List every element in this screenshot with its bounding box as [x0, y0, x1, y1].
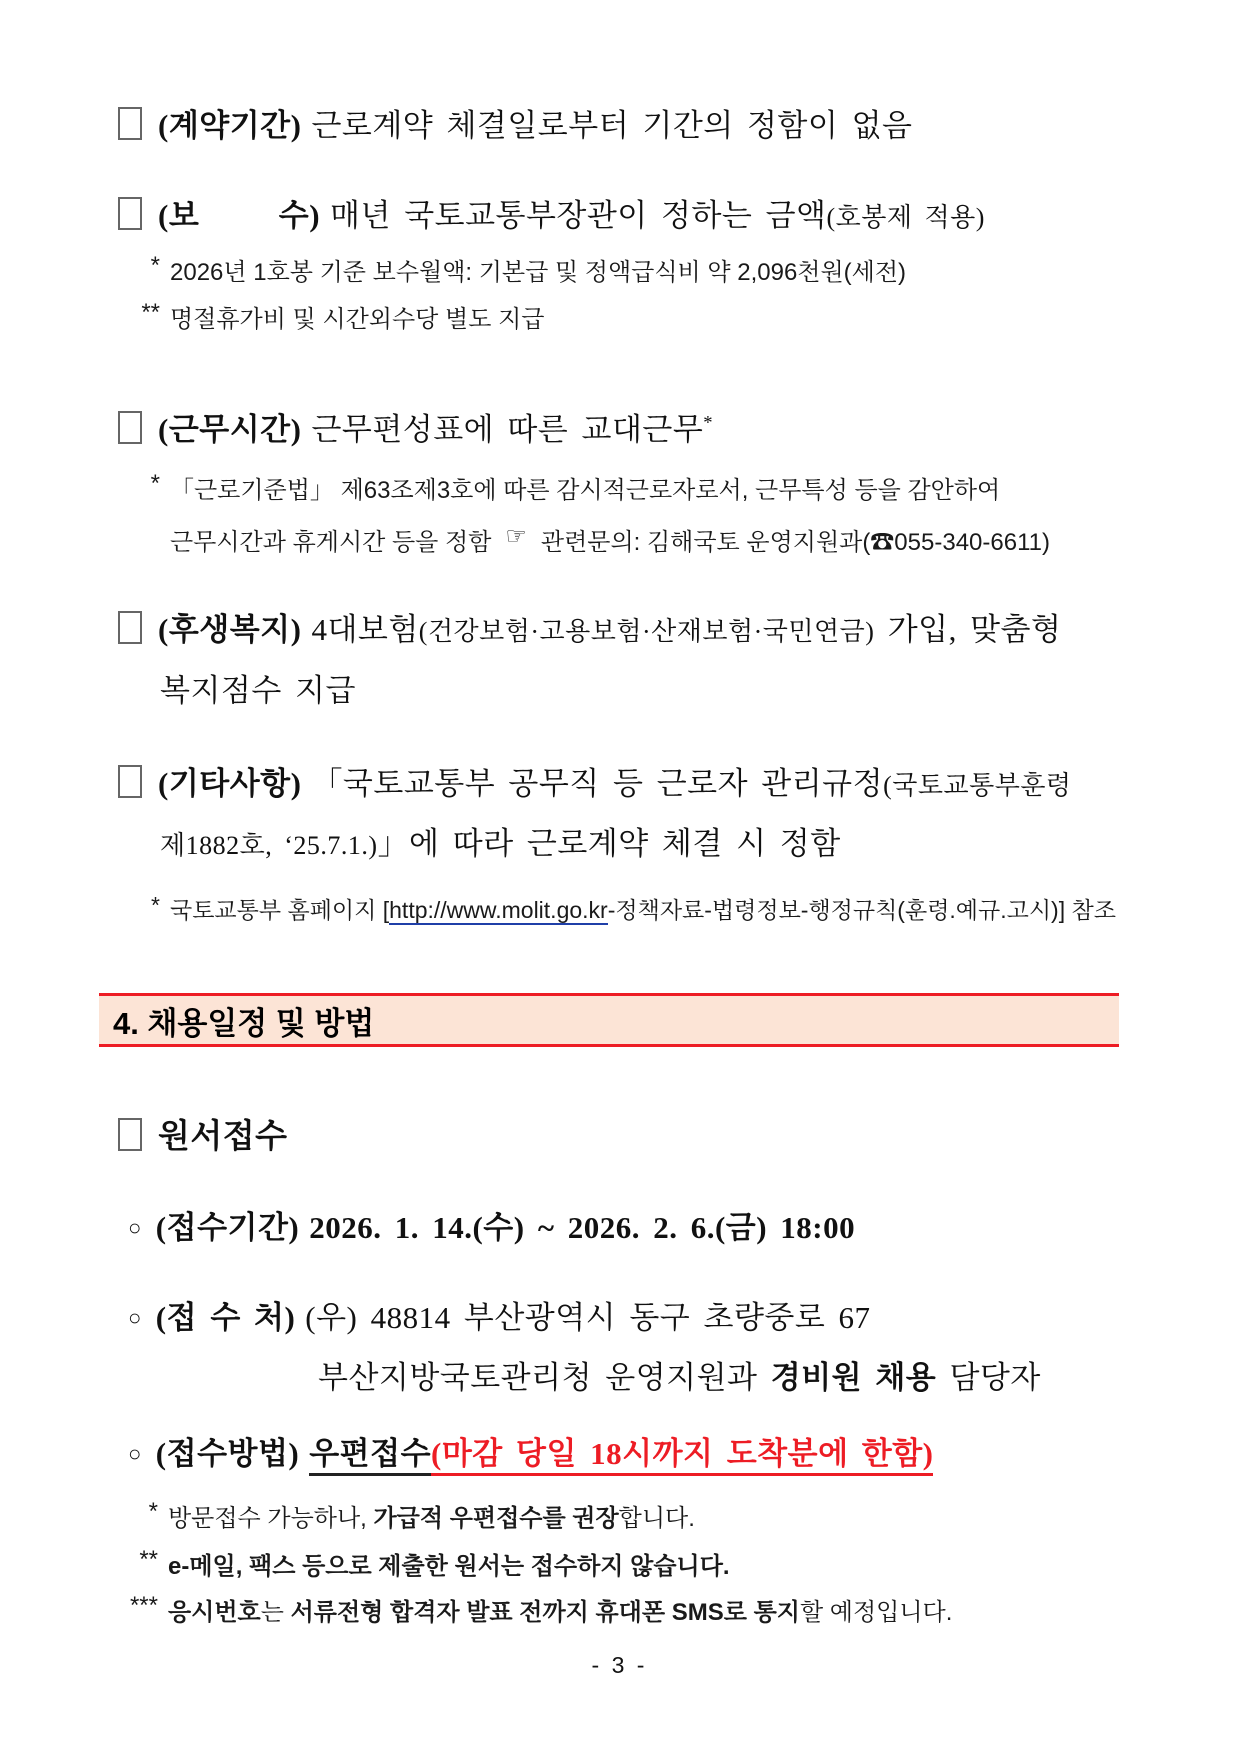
square-bullet-icon	[118, 611, 142, 644]
footnote-marker: *	[150, 470, 160, 497]
footnote-marker: *	[148, 1498, 158, 1525]
period-label: (접수기간)	[155, 1210, 300, 1245]
method-note3-text	[168, 1592, 952, 1627]
apply-method-line	[128, 1428, 933, 1473]
etc-label: (기타사항)	[158, 766, 302, 801]
method-label: (접수방법)	[155, 1436, 300, 1471]
method-note3-bold1: 응시번호	[168, 1599, 261, 1626]
welfare-text-small: (건강보험·고용보험·산재보험·국민연금)	[418, 617, 875, 646]
method-note3-post: 할 예정입니다.	[799, 1599, 953, 1626]
address-line2-post: 담당자	[949, 1360, 1041, 1395]
address-label: (접 수 처)	[155, 1300, 296, 1335]
apply-header-line	[118, 1110, 288, 1157]
footnote-marker: *	[150, 252, 160, 279]
footnote-marker: ***	[129, 1592, 158, 1619]
etc-line2-text: 」에 따라 근로계약 체결 시 정함	[377, 826, 841, 861]
contract-text: 근로계약 체결일로부터 기간의 정함이 없음	[311, 108, 913, 143]
worktime-note-line2	[170, 522, 1050, 557]
worktime-note2-text: 근무시간과 휴게시간 등을 정함	[170, 529, 492, 556]
etc-line2-small: 제1882호, ‘25.7.1.)	[160, 831, 378, 860]
circle-bullet-icon: ○	[128, 1441, 142, 1466]
etc-line1	[118, 758, 1072, 803]
page-number: - 3 -	[591, 1652, 648, 1678]
etc-text-small: (국토교통부훈령	[883, 771, 1072, 800]
etc-text1: 「국토교통부 공무직 등 근로자 관리규정	[311, 766, 884, 801]
contract-period-line	[118, 100, 912, 145]
address-line2-pre: 부산지방국토관리청 운영지원과	[318, 1360, 758, 1395]
worktime-text: 근무편성표에 따른 교대근무	[311, 412, 704, 447]
method-note3-bold2: 서류전형 합격자 발표 전까지 휴대폰 SMS로 통지	[290, 1599, 800, 1626]
welfare-line2	[160, 665, 356, 710]
worktime-note-line1	[110, 470, 1000, 505]
etc-line2	[160, 818, 841, 863]
worktime-label: (근무시간)	[158, 412, 302, 447]
square-bullet-icon	[118, 197, 142, 230]
contract-label: (계약기간)	[158, 108, 302, 143]
etc-note-pre: 국토교통부 홈페이지 [	[170, 897, 390, 923]
welfare-text1: 4대보험	[311, 612, 419, 647]
apply-address-line2	[318, 1352, 1041, 1397]
address-line1-text: (우) 48814 부산광역시 동구 초량중로 67	[305, 1300, 871, 1335]
apply-period-line	[128, 1202, 855, 1247]
method-red-text: (마감 당일 18시까지 도착분에 한함)	[431, 1436, 933, 1476]
apply-address-line1	[128, 1292, 871, 1337]
method-note3-mid: 는	[260, 1599, 284, 1626]
worktime-superscript: *	[703, 412, 714, 434]
pay-line	[118, 190, 985, 235]
pay-note1-text: 2026년 1호봉 기준 보수월액: 기본급 및 정액급식비 약 2,096천원(세전)	[170, 259, 907, 286]
square-bullet-icon	[118, 1118, 142, 1151]
method-note2	[108, 1546, 730, 1581]
pay-note2	[110, 299, 544, 334]
address-line2-bold: 경비원 채용	[770, 1360, 937, 1395]
square-bullet-icon	[118, 411, 142, 444]
footnote-marker: **	[139, 1546, 158, 1573]
section4-title: 4. 채용일정 및 방법	[113, 1005, 375, 1041]
square-bullet-icon	[118, 107, 142, 140]
worktime-note1-text: 「근로기준법」 제63조제3호에 따른 감시적근로자로서, 근무특성 등을 감안하여	[170, 477, 1001, 504]
square-bullet-icon	[118, 765, 142, 798]
worktime-contact-text: 관련문의: 김해국토 운영지원과(☎055-340-6611)	[540, 529, 1050, 556]
welfare-line1	[118, 604, 1061, 649]
method-note3	[108, 1592, 952, 1627]
apply-header-text: 원서접수	[158, 1119, 288, 1155]
pay-label: (보 수)	[158, 198, 321, 233]
welfare-text2: 가입, 맞춤형	[887, 612, 1062, 647]
method-note1-text	[168, 1498, 695, 1533]
worktime-line	[118, 404, 713, 449]
pay-note2-text: 명절휴가비 및 시간외수당 별도 지급	[170, 306, 545, 333]
etc-note-post: -정책자료-법령정보-행정규칙(훈령.예규.고시)] 참조	[607, 897, 1116, 923]
pointing-hand-icon: ☞	[505, 523, 527, 550]
method-note1-post: 합니다.	[618, 1505, 695, 1532]
circle-bullet-icon: ○	[128, 1215, 142, 1240]
welfare-label: (후생복지)	[158, 612, 302, 647]
pay-text-small: (호봉제 적용)	[826, 203, 985, 232]
etc-note-text	[170, 892, 1116, 925]
method-text: 우편접수	[309, 1436, 431, 1476]
molit-link[interactable]: http://www.molit.go.kr	[389, 897, 608, 923]
pay-text: 매년 국토교통부장관이 정하는 금액	[330, 198, 827, 233]
footnote-marker: *	[151, 892, 160, 918]
method-note1-pre: 방문접수 가능하나,	[168, 1505, 367, 1532]
method-note2-text: e-메일, 팩스 등으로 제출한 원서는 접수하지 않습니다.	[168, 1553, 730, 1580]
welfare-line2-text: 복지점수 지급	[160, 673, 356, 708]
method-note1	[108, 1498, 695, 1533]
section4-header	[99, 993, 1119, 1047]
method-note1-bold: 가급적 우편접수를 권장	[373, 1505, 619, 1532]
period-text: 2026. 1. 14.(수) ~ 2026. 2. 6.(금) 18:00	[309, 1210, 856, 1245]
etc-note	[110, 892, 1116, 925]
pay-note1	[110, 252, 906, 287]
footnote-marker: **	[141, 299, 160, 326]
circle-bullet-icon: ○	[128, 1305, 142, 1330]
